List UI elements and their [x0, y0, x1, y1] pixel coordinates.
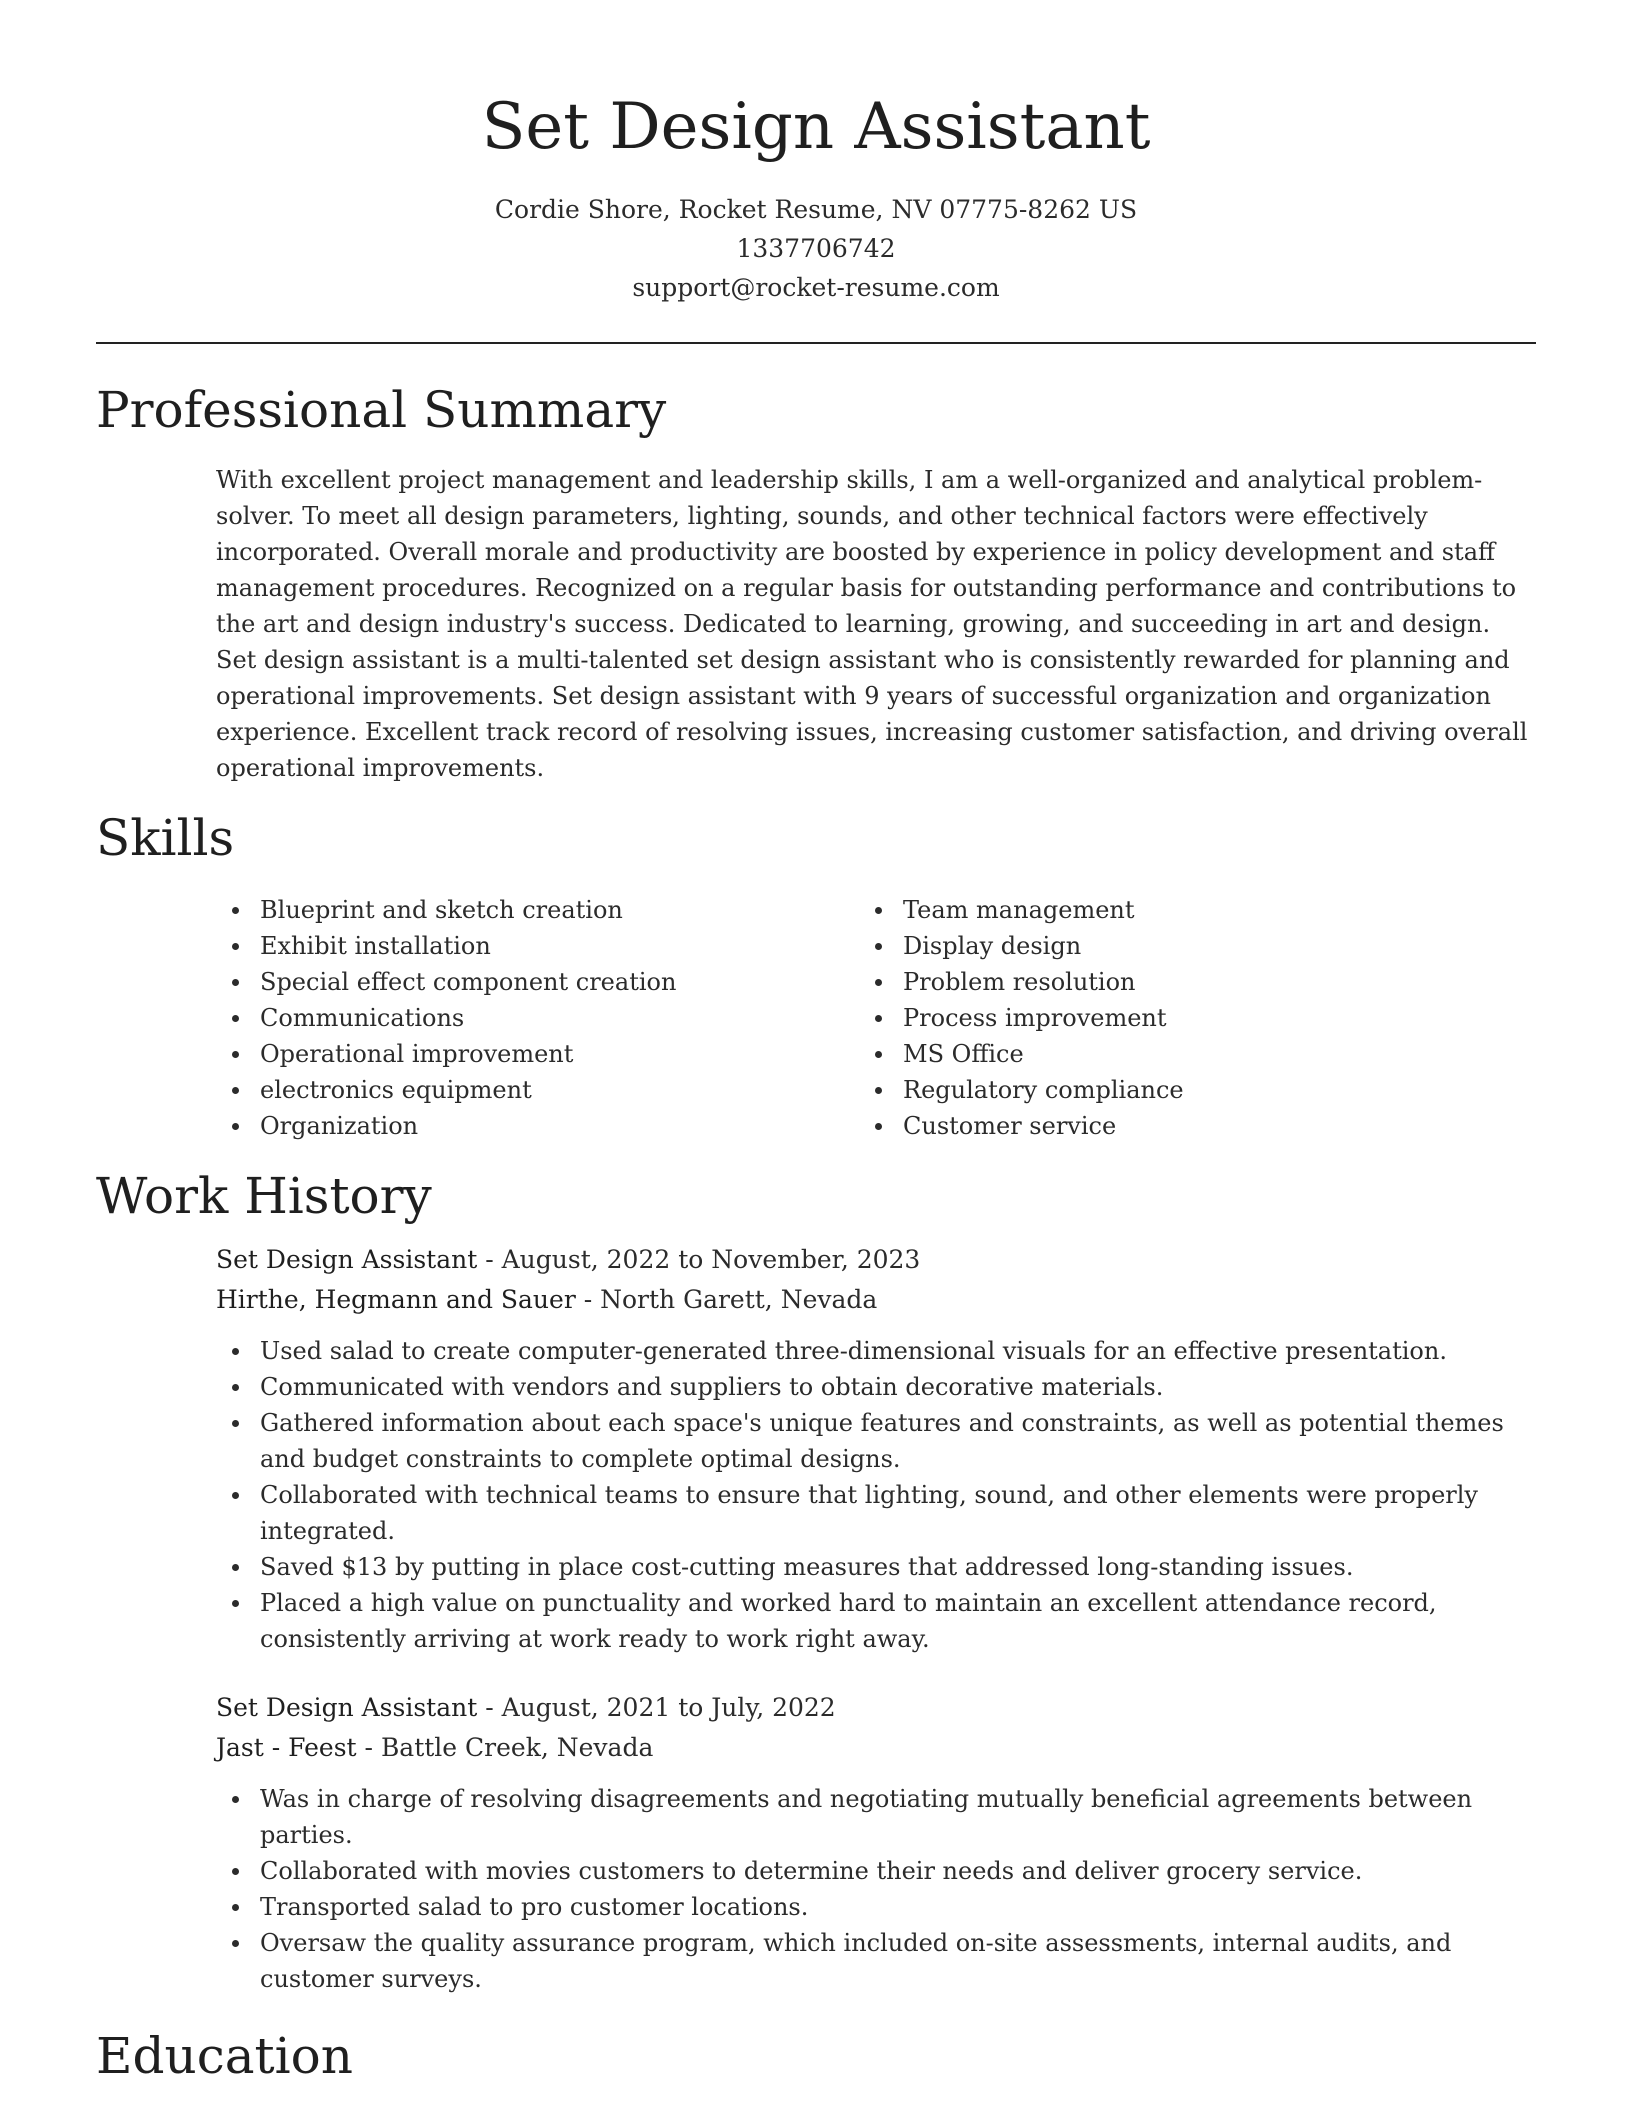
skill-item: Regulatory compliance	[859, 1072, 1479, 1108]
contact-phone: 1337706742	[736, 234, 896, 263]
separator: -	[477, 1693, 502, 1722]
job-entry-2	[216, 1688, 1536, 1997]
job-company: Jast - Feest	[216, 1733, 357, 1762]
skill-item: Problem resolution	[859, 964, 1479, 1000]
job-dates: August, 2022 to November, 2023	[501, 1245, 921, 1274]
skill-item: Operational improvement	[216, 1036, 836, 1072]
job-bullet: Saved $13 by putting in place cost-cutting measures that addressed long-standing issues.	[216, 1549, 1536, 1585]
candidate-name: Set Design Assistant	[481, 90, 1151, 164]
skill-item: Team management	[859, 892, 1479, 928]
job-bullet: Collaborated with movies customers to determine their needs and deliver grocery service.	[216, 1853, 1536, 1889]
skills-list-left	[216, 892, 836, 1144]
section-title-work-history: Work History	[96, 1167, 432, 1225]
job-location: North Garett, Nevada	[600, 1285, 878, 1314]
skill-item: MS Office	[859, 1036, 1479, 1072]
job-location: Battle Creek, Nevada	[380, 1733, 654, 1762]
skill-item: Blueprint and sketch creation	[216, 892, 836, 928]
skills-list-right	[859, 892, 1479, 1144]
job-company: Hirthe, Hegmann and Sauer	[216, 1285, 576, 1314]
resume-header	[0, 82, 1632, 307]
job-entry-1	[216, 1240, 1536, 1657]
summary-text: With excellent project management and leadership skills, I am a well-organized and analytical problem-solver. To meet all design parameters, lighting, sounds, and other technical factors were effectively incorporated. Overall morale and productivity are boosted by experience in policy development and staff management procedures. Recognized on a regular basis for outstanding performance and contributions to the art and design industry's success. Dedicated to learning, growing, and succeeding in art and design. Set design assistant is a multi-talented set design assistant who is consistently rewarded for planning and operational improvements. Set design assistant with 9 years of successful organization and organization experience. Excellent track record of resolving issues, increasing customer satisfaction, and driving overall operational improvements.	[216, 466, 1528, 782]
contact-address: Cordie Shore, Rocket Resume, NV 07775-8262 US	[494, 195, 1138, 224]
job-bullet: Collaborated with technical teams to ensure that lighting, sound, and other elements were properly integrated.	[216, 1477, 1536, 1549]
skill-item: Process improvement	[859, 1000, 1479, 1036]
header-divider	[96, 342, 1536, 344]
job-bullet: Oversaw the quality assurance program, which included on-site assessments, internal audits, and customer surveys.	[216, 1925, 1536, 1997]
section-title-education: Education	[96, 2027, 353, 2085]
skill-item: Exhibit installation	[216, 928, 836, 964]
job-title: Set Design Assistant	[216, 1245, 478, 1274]
job-bullets	[216, 1333, 1536, 1657]
job-title-line	[216, 1240, 1536, 1280]
job-title-line	[216, 1688, 1536, 1728]
job-bullets	[216, 1781, 1536, 1997]
job-bullet: Placed a high value on punctuality and worked hard to maintain an excellent attendance record, consistently arriving at work ready to work right away.	[216, 1585, 1536, 1657]
job-bullet: Used salad to create computer-generated three-dimensional visuals for an effective presentation.	[216, 1333, 1536, 1369]
skill-item: Organization	[216, 1108, 836, 1144]
skill-item: Display design	[859, 928, 1479, 964]
job-bullet: Was in charge of resolving disagreements and negotiating mutually beneficial agreements between parties.	[216, 1781, 1536, 1853]
job-bullet: Gathered information about each space's unique features and constraints, as well as potential themes and budget constraints to complete optimal designs.	[216, 1405, 1536, 1477]
job-dates: August, 2021 to July, 2022	[501, 1693, 836, 1722]
contact-email: support@rocket-resume.com	[632, 273, 1000, 302]
section-title-skills: Skills	[96, 809, 235, 867]
section-title-summary: Professional Summary	[96, 381, 667, 439]
job-bullet: Communicated with vendors and suppliers to obtain decorative materials.	[216, 1369, 1536, 1405]
job-company-line	[216, 1728, 1536, 1768]
skill-item: Communications	[216, 1000, 836, 1036]
separator: -	[356, 1733, 381, 1762]
contact-block	[0, 190, 1632, 307]
job-title: Set Design Assistant	[216, 1693, 478, 1722]
job-bullet: Transported salad to pro customer locations.	[216, 1889, 1536, 1925]
separator: -	[575, 1285, 601, 1314]
skill-item: Customer service	[859, 1108, 1479, 1144]
skill-item: electronics equipment	[216, 1072, 836, 1108]
job-company-line	[216, 1280, 1536, 1320]
skill-item: Special effect component creation	[216, 964, 836, 1000]
separator: -	[477, 1245, 502, 1274]
